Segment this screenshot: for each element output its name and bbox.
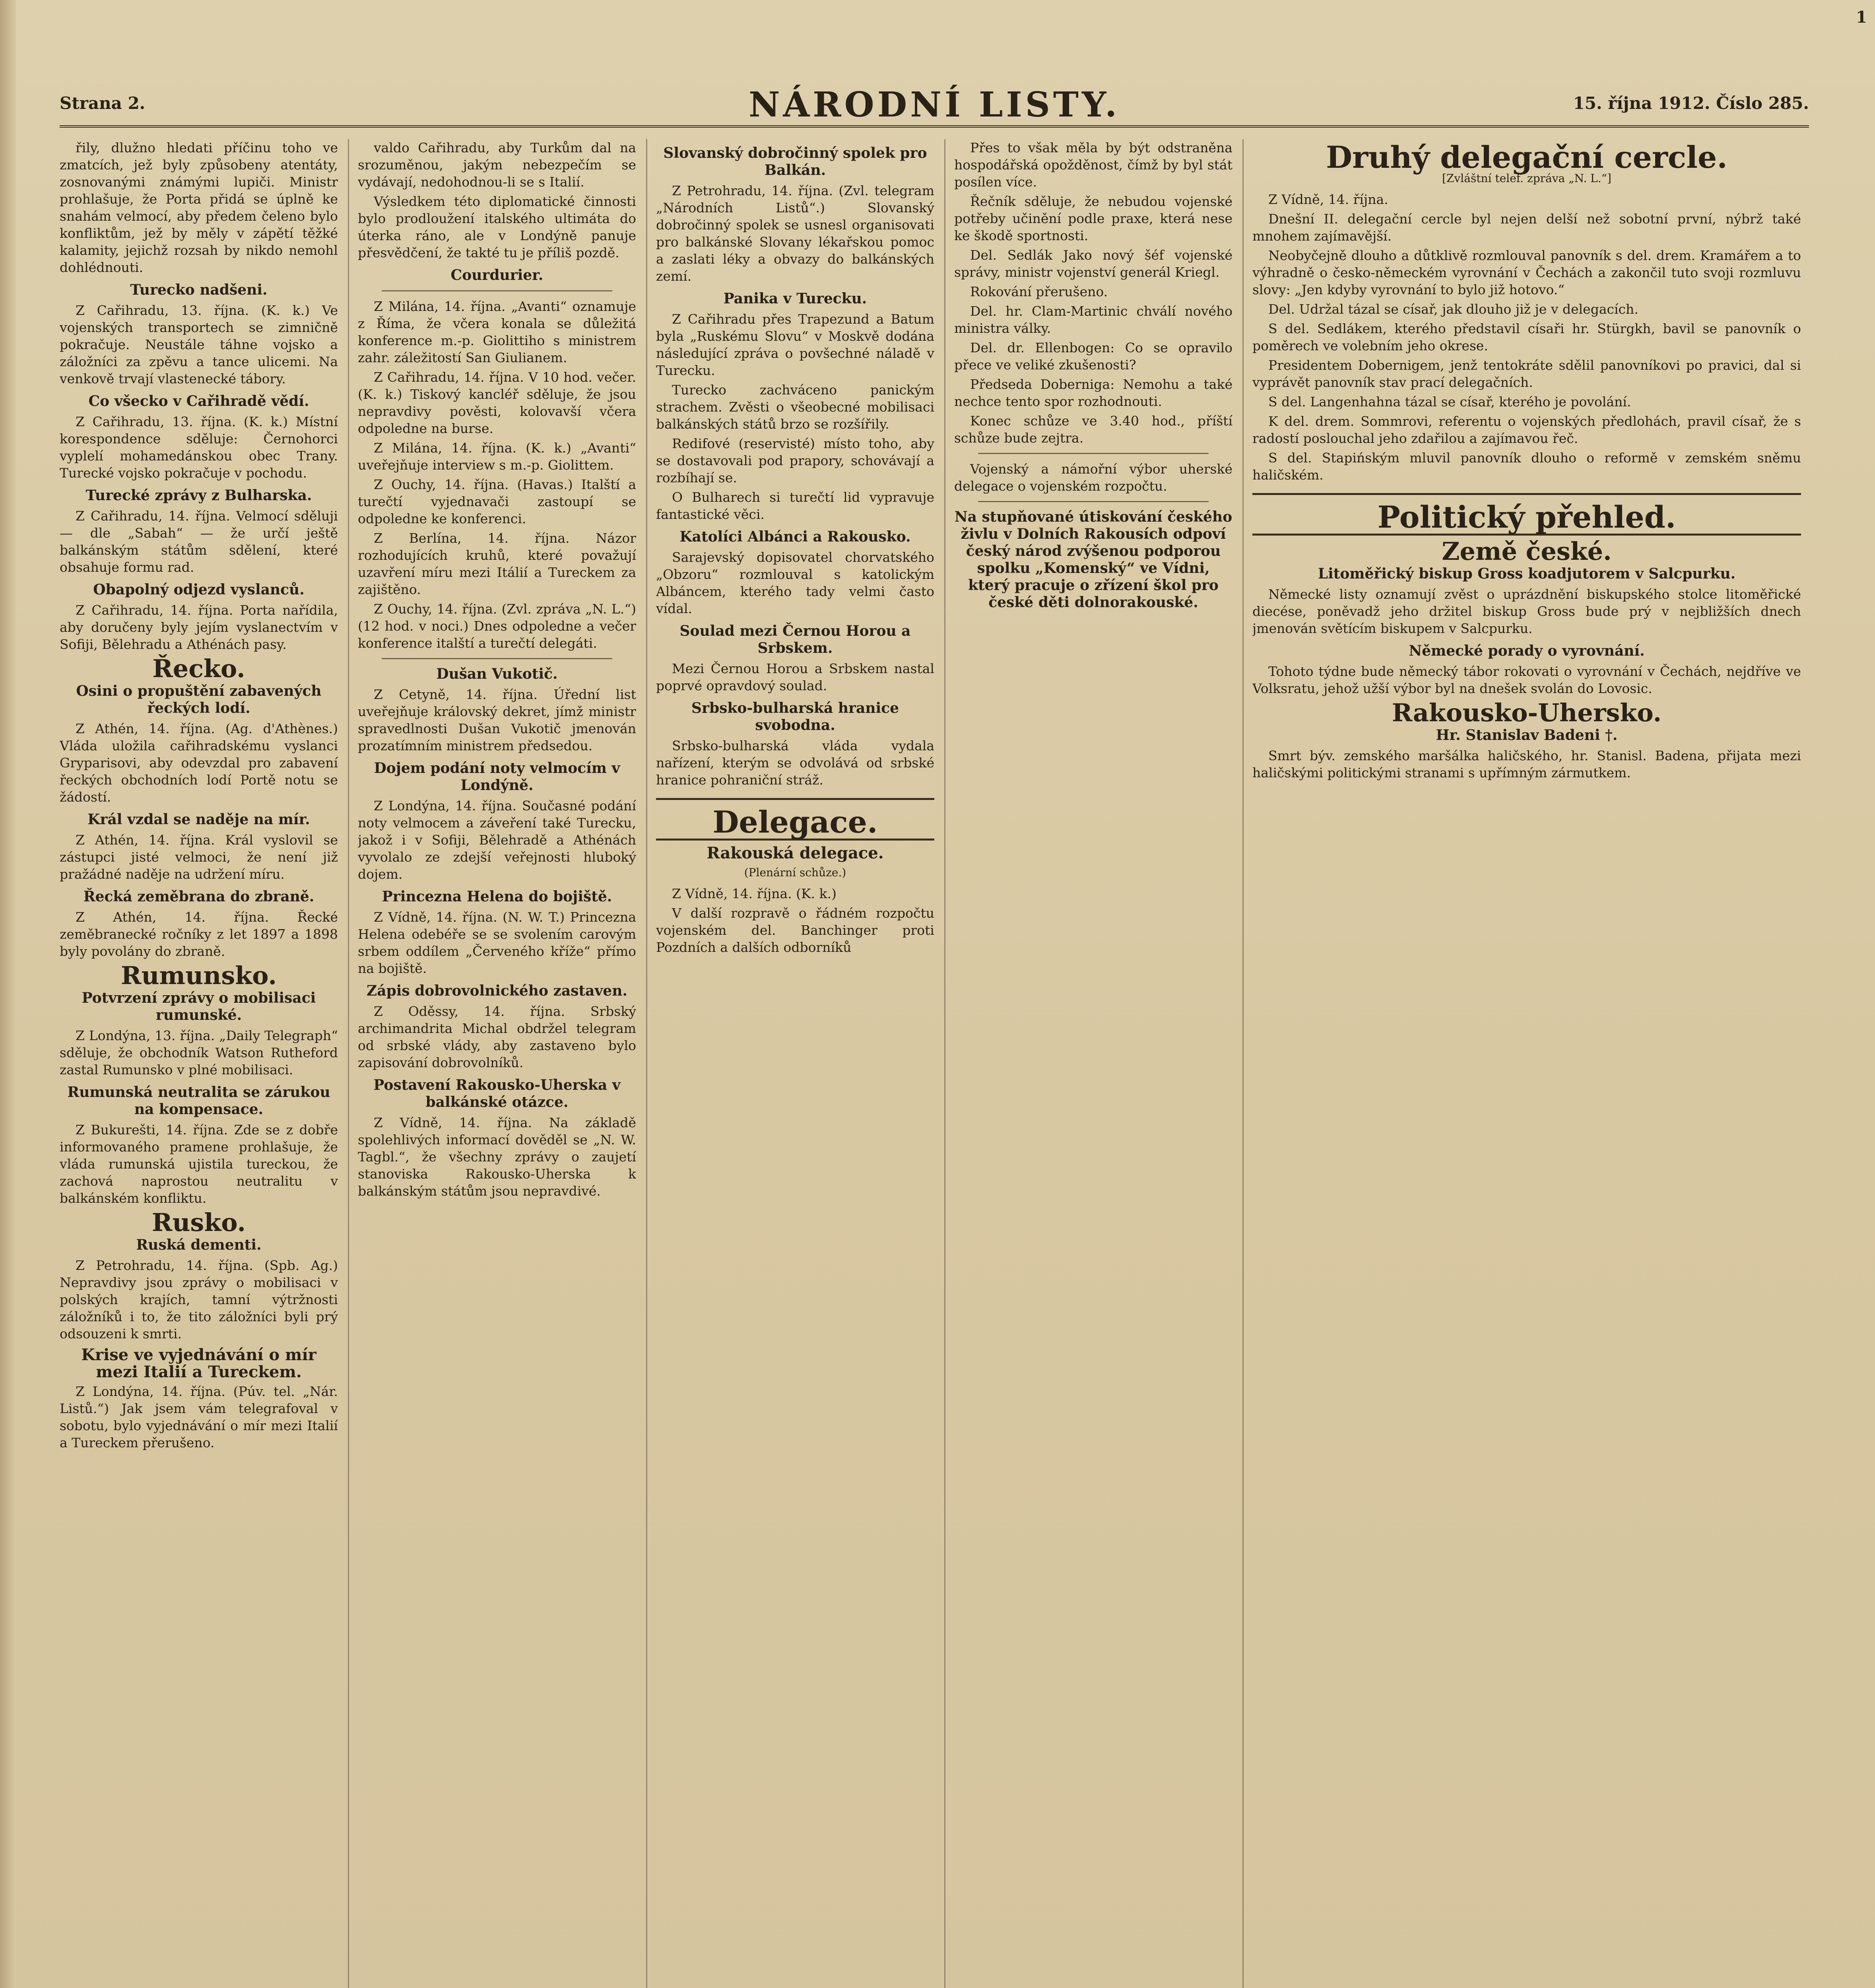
headline: Rakouská delegace. [707, 844, 884, 862]
paragraph: řily, dlužno hledati příčinu toho ve zmatcích, jež byly způsobeny atentáty, zosnovanými známými lupiči. Ministr prohlašuje, že Porta přidá se úplně ke snahám velmocí, aby předem čeleno bylo konfliktům, jež by měly v zápětí těžké kalamity, jejichž rozsah by nikdo nemohl dohlédnouti. [60, 140, 338, 275]
paragraph: Z Berlína, 14. října. Názor rozhodujících kruhů, které považují uzavření míru mezi Itálií a Tureckem za zajištěno. [358, 530, 636, 597]
headline: Turecko nadšeni. [130, 282, 268, 298]
paragraph: Del. Sedlák Jako nový šéf vojenské správy, ministr vojenství generál Kriegl. [954, 247, 1233, 280]
headline: Srbsko-bulharská hranice svobodna. [691, 700, 899, 734]
paragraph: Z Londýna, 14. října. (Púv. tel. „Nár. Listů.“) Jak jsem vám telegrafoval v sobotu, bylo vyjednávání o mír mezi Italií a Tureckem přerušeno. [60, 1384, 338, 1450]
paragraph: Z Cařihradu přes Trapezund a Batum byla „Ruskému Slovu“ v Moskvě dodána následující zpráva o povšechné náladě v Turecku. [656, 311, 934, 378]
headline: Zápis dobrovolnického zastaven. [366, 982, 628, 999]
paragraph: Z Vídně, 14. října. [1268, 192, 1388, 207]
paragraph: Z Vídně, 14. října. Na základě spolehlivých informací dověděl se „N. W. Tagbl.“, že všechny zprávy o zaujetí stanoviska Rakousko-Uherska k balkánským státům jsou nepravdivé. [358, 1115, 636, 1199]
paragraph: Z Athén, 14. října. (Ag. d'Athènes.) Vláda uložila cařihradskému vyslanci Gryparisovi, aby odevzdal pro zabavení řeckých obchodních lodí Portě notu se žádostí. [60, 721, 338, 805]
paragraph: Přes to však měla by být odstraněna hospodářská opožděnost, čímž by byl stát posílen více. [954, 140, 1233, 190]
paragraph: Del. dr. Ellenbogen: Co se opravilo přece ve veliké zkušenosti? [954, 340, 1233, 373]
section-heading-zeme: Země české. [1442, 537, 1612, 566]
paragraph: Z Milána, 14. října. (K. k.) „Avanti“ uveřejňuje interview s m.-p. Giolittem. [358, 440, 636, 473]
headline: Osini o propuštění zabavených řeckých lodí. [76, 683, 322, 716]
headline: Dušan Vukotič. [436, 666, 558, 682]
byline: (Plenární schůze.) [744, 866, 846, 879]
page-edge-shadow [0, 0, 16, 1988]
paragraph: Dnešní II. delegační cercle byl nejen delší než sobotní první, nýbrž také mnohem zajímavější. [1252, 211, 1801, 244]
headline: Ruská dementi. [136, 1237, 262, 1253]
headline: Panika v Turecku. [723, 290, 867, 307]
paragraph: Z Athén, 14. října. Řecké zeměbranecké ročníky z let 1897 a 1898 byly povolány do zbraně. [60, 909, 338, 959]
paragraph: Z Milána, 14. října. „Avanti“ oznamuje z Říma, že včera konala se důležitá konference m.-p. Giolittiho s ministrem zahr. záležitostí San Giulianem. [358, 299, 636, 365]
headline: Potvrzení zprávy o mobilisaci rumunské. [82, 990, 316, 1023]
paragraph: Z Ouchy, 14. října. (Zvl. zpráva „N. L.“) (12 hod. v noci.) Dnes odpoledne a večer konference italští a turečtí delegáti. [358, 601, 636, 651]
paragraph: Redifové (reservisté) místo toho, aby se dostavovali pod prapory, schovávají a rozbíhají se. [656, 436, 934, 485]
paragraph: Tohoto týdne bude německý tábor rokovati o vyrovnání v Čechách, nejdříve ve Volksratu, jehož užší výbor byl na dnešek svolán do Lovosic. [1252, 664, 1801, 696]
paragraph: O Bulharech si turečtí lid vypravuje fantastické věci. [656, 489, 934, 522]
section-heading-rusko: Rusko. [151, 1208, 246, 1237]
paragraph: Z Cařihradu, 13. října. (K. k.) Místní korespondence sděluje: Černohorci vyplelí mohamedánskou obec Trany. Turecké vojsko pokračuje v pochodu. [60, 414, 338, 481]
delegace-title-block [656, 798, 934, 841]
paragraph: S del. Sedlákem, kterého představil císaři hr. Stürgkh, bavil se panovník o poměrech ve volebním jeho okrese. [1252, 321, 1801, 353]
column-rule [646, 139, 647, 1988]
paragraph: Z Cařihradu, 13. října. (K. k.) Ve vojenských transportech se zimničně pokračuje. Neustále táhne vojsko a záložníci za zpěvu a tance ulicemi. Na venkově trvají vlastenecké tábory. [60, 303, 338, 386]
paragraph: Neobyčejně dlouho a důtklivě rozmlouval panovník s del. drem. Kramářem a to výhradně o česko-německém vyrovnání v Čechách a zakončil tuto svoji rozmluvu slovy: „Jen kdyby vyrovnání to bylo již hotovo.“ [1252, 248, 1801, 297]
headline: Krise ve vyjednávání o mír mezi Italií a Tureckem. [81, 1345, 316, 1381]
paragraph: Z Cařihradu, 14. října. Porta nařídila, aby doručeny byly jejím vyslanectvím v Sofiji, Bělehradu a Athénách pasy. [60, 602, 338, 652]
paragraph: Z Vídně, 14. října. (K. k.) [672, 886, 837, 901]
separator [978, 501, 1209, 502]
section-heading-cercle: Druhý delegační cercle. [1326, 140, 1727, 175]
paragraph: Z Athén, 14. října. Král vyslovil se zástupci jisté velmoci, že není již pražádné naděje na udržení míru. [60, 832, 338, 882]
paragraph: Del. Udržal tázal se císař, jak dlouho již je v delegacích. [1268, 301, 1638, 317]
paragraph: Z Londýna, 13. října. „Daily Telegraph“ sděluje, že obchodník Watson Rutheford zastal Rumunsko v plné mobilisaci. [60, 1028, 338, 1077]
paragraph: Konec schůze ve 3.40 hod., příští schůze bude zejtra. [954, 413, 1233, 446]
paragraph: Předseda Doberniga: Nemohu a také nechce tento spor rozhodnouti. [954, 377, 1233, 409]
column-4 [954, 139, 1233, 1988]
paragraph: Řečník sděluje, že nebudou vojenské potřeby učinění podle praxe, která nese ke škodě sportnosti. [954, 194, 1233, 243]
column-1 [60, 139, 338, 1988]
section-heading-rumunsko: Rumunsko. [120, 961, 277, 990]
headline: Německé porady o vyrovnání. [1409, 643, 1645, 659]
page-label: Strana 2. [60, 93, 146, 113]
headline: Turecké zprávy z Bulharska. [85, 487, 312, 504]
headline: Co všecko v Cařihradě vědí. [88, 393, 309, 410]
headline: Hr. Stanislav Badeni †. [1436, 727, 1618, 744]
paragraph: Z Cařihradu, 14. října. Velmocí sděluji — dle „Sabah“ — že určí ještě balkánským státům sdělení, které obsahuje formu rad. [60, 508, 338, 575]
author-signature: Courdurier. [450, 267, 543, 283]
paragraph: Německé listy oznamují zvěst o uprázdnění biskupského stolce litoměřické diecése, poněvadž jeho držitel biskup Gross bude prý v nejbližších dnech jmenován světícím biskupem v Salcpurku. [1252, 586, 1801, 636]
paragraph: Z Petrohradu, 14. října. (Spb. Ag.) Nepravdivy jsou zprávy o mobilisaci v polských krajích, tamní výtržnosti záložníků i to, že tito záložníci byli prý odsouzeni k smrti. [60, 1258, 338, 1342]
headline: Soulad mezi Černou Horou a Srbskem. [679, 623, 911, 656]
paragraph: Z Oděssy, 14. října. Srbský archimandrita Michal obdržel telegram od srbské vlády, aby zastaveno bylo zapisování dobrovolníků. [358, 1004, 636, 1070]
paragraph: Z Londýna, 14. října. Současné podání noty velmocem a záveření také Turecku, jakož i v Sofiji, Bělehradě a Athénách vyvolalo ze zdejší veřejnosti hluboký dojem. [358, 798, 636, 882]
column-rule [1242, 139, 1244, 1988]
paragraph: Z Petrohradu, 14. října. (Zvl. telegram „Národních Listů“.) Slovanský dobročinný spolek se usnesl organisovati pro balkánské Slovany lékařskou pomoc a zaslati léky a obvazy do balkánských zemí. [656, 183, 934, 284]
paragraph: K del. drem. Sommrovi, referentu o vojenských předlohách, pravil císař, že s radostí poslouchal jeho zdařilou a zajímavou řeč. [1252, 414, 1801, 446]
headline: Řecká zeměbrana do zbraně. [83, 888, 314, 905]
paragraph: Presidentem Dobernigem, jenž tentokráte sdělil panovníkovi po pravici, dal si vyprávět panovník stav prací delegačních. [1252, 357, 1801, 390]
byline: [Zvláštní telef. zpráva „N. L.“] [1442, 172, 1611, 185]
headline: Král vzdal se naděje na mír. [87, 811, 310, 828]
column-3 [656, 139, 934, 1988]
corner-number: 1 [1856, 8, 1867, 27]
masthead-title: NÁRODNÍ LISTY. [748, 85, 1120, 125]
headline: Dojem podání noty velmocím v Londýně. [374, 760, 620, 794]
column-rule [944, 139, 945, 1988]
paragraph: Z Cařihradu, 14. října. V 10 hod. večer. (K. k.) Tiskový kancléř sděluje, že jsou nepravdivy pověsti, kolovavší včera odpoledne na burse. [358, 369, 636, 436]
paragraph: Z Vídně, 14. října. (N. W. T.) Princezna Helena odebéře se se svolením carovým srbem oddílem „Červeného kříže“ přímo na bojiště. [358, 909, 636, 976]
article-columns [60, 139, 1809, 1988]
headline: Litoměřický biskup Gross koadjutorem v Salcpurku. [1318, 565, 1736, 582]
section-heading-delegace: Delegace. [712, 804, 878, 840]
headline: Katolíci Albánci a Rakousko. [679, 528, 911, 545]
headline: Obapolný odjezd vyslanců. [93, 581, 305, 598]
headline: Princezna Helena do bojiště. [382, 888, 612, 905]
column-5 [1252, 139, 1801, 1988]
paragraph: Del. hr. Clam-Martinic chválí nového ministra války. [954, 303, 1233, 336]
issue-info: 15. října 1912. Číslo 285. [1573, 93, 1809, 113]
politicky-title-block [1252, 493, 1801, 536]
paragraph: Z Ouchy, 14. října. (Havas.) Italští a turečtí vyjednavači zastoupí se odpoledne ke konferenci. [358, 477, 636, 526]
paragraph: Vojenský a námořní výbor uherské delegace o vojenském rozpočtu. [954, 461, 1233, 494]
paragraph: Mezi Černou Horou a Srbskem nastal poprvé opravdový soulad. [656, 661, 934, 693]
separator [978, 453, 1209, 454]
column-2 [358, 139, 636, 1988]
headline: Slovanský dobročinný spolek pro Balkán. [663, 145, 927, 179]
paragraph: S del. Stapińským mluvil panovník dlouho o reformě v zemském sněmu haličském. [1252, 450, 1801, 483]
section-heading-rakousko: Rakousko-Uhersko. [1392, 698, 1662, 727]
paragraph: V další rozpravě o řádném rozpočtu vojenském del. Banchinger proti Pozdních a dalších odborníků [656, 905, 934, 955]
paragraph: Rokování přerušeno. [970, 284, 1108, 299]
paragraph: Výsledkem této diplomatické činnosti bylo prodloužení italského ultimáta do úterka ráno, ale v Londýně panuje přesvědčení, že takté tu je příliš pozdě. [358, 194, 636, 260]
section-heading-recko: Řecko. [152, 654, 245, 683]
paragraph: Smrt býv. zemského maršálka haličského, hr. Stanisl. Badena, přijata mezi haličskými politickými stranami s upřímným zármutkem. [1252, 748, 1801, 780]
paragraph: Turecko zachváceno panickým strachem. Zvěsti o všeobecné mobilisaci balkánských států brzo se rozšířily. [656, 382, 934, 432]
separator [382, 658, 612, 659]
headline: Na stupňované útiskování českého živlu v Dolních Rakousích odpoví český národ zvýšenou podporou spolku „Komenský“ ve Vídni, který pracuje o zřízení škol pro české děti dolnorakouské. [954, 509, 1233, 611]
paragraph: Z Cetyně, 14. října. Úřední list uveřejňuje královský dekret, jímž ministr spravedlnosti Dušan Vukotič jmenován prozatímním ministrem předsedou. [358, 687, 636, 753]
paragraph: S del. Langenhahna tázal se císař, kterého je povolání. [1268, 394, 1631, 410]
headline: Postavení Rakousko-Uherska v balkánské otázce. [373, 1077, 621, 1110]
masthead-bar [60, 78, 1809, 128]
paragraph: Sarajevský dopisovatel chorvatského „Obzoru“ rozmlouval s katolickým Albáncem, kterého tady velmi často vídal. [656, 549, 934, 616]
paragraph: Z Bukurešti, 14. října. Zde se z dobře informovaného pramene prohlašuje, že vláda rumunská ujistila tureckou, že zachová naprostou neutralitu v balkánském konfliktu. [60, 1122, 338, 1206]
separator [382, 290, 612, 291]
section-heading-politicky: Politický přehled. [1377, 499, 1676, 535]
column-rule [348, 139, 349, 1988]
paragraph: Srbsko-bulharská vláda vydala nařízení, kterým se odvolává od srbské hranice pohraniční stráž. [656, 738, 934, 788]
paragraph: valdo Cařihradu, aby Turkům dal na srozuměnou, jakým nebezpečím se vydávají, nedohodnou-li se s Italií. [358, 140, 636, 190]
headline: Rumunská neutralita se zárukou na kompensace. [67, 1084, 330, 1118]
